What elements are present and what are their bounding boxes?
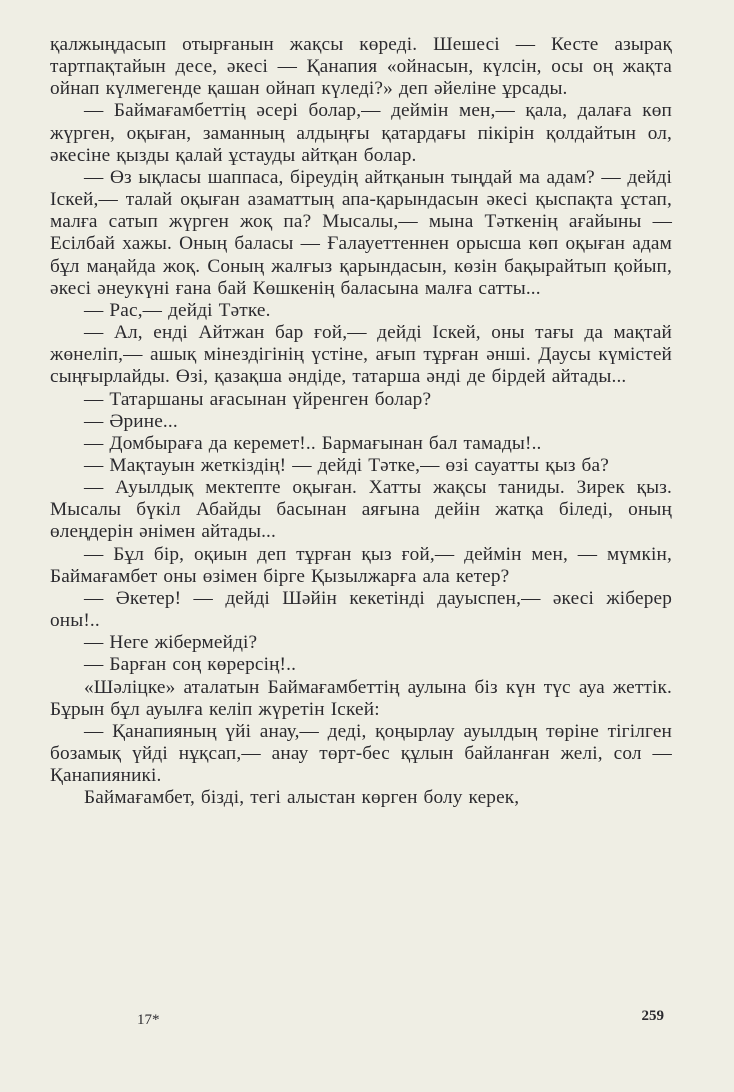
paragraph: — Мақтауын жеткіздің! — дейді Тәтке,— өзі сауатты қыз ба? xyxy=(84,454,609,476)
paragraph: — Барған соң көрерсің!.. xyxy=(84,654,297,676)
paragraph: — Бұл бір, оқиын деп тұрған қыз ғой,— деймін мен, — мүмкін, Баймағамбет оны өзімен бірге Қызылжарға ала кетер? xyxy=(50,543,672,587)
page-number: 259 xyxy=(641,1008,664,1024)
paragraph: — Ауылдық мектепте оқыған. Хатты жақсы таниды. Зирек қыз. Мысалы бүкіл Абайды басынан аяғына дейін жатқа біледі, оның өлеңдерін әнімен айтады... xyxy=(50,477,672,543)
paragraph: — Домбыраға да керемет!.. Бармағынан бал тамады!.. xyxy=(84,432,542,454)
signature-mark: 17* xyxy=(137,1012,160,1028)
paragraph: — Татаршаны ағасынан үйренген болар? xyxy=(84,388,432,410)
paragraph: — Рас,— дейді Тәтке. xyxy=(84,299,271,321)
paragraph: «Шәліцке» аталатын Баймағамбеттің аулына біз күн түс ауа жеттік. Бұрын бұл ауылға келіп жүретін Іскей: xyxy=(50,676,672,720)
paragraph: — Ал, енді Айтжан бар ғой,— дейді Іскей, оны тағы да мақтай жөнеліп,— ашық мінездігінің үстіне, ағып тұрған әнші. Даусы күмістей сыңғырлайды. Өзі, қазақша әндіде, татарша әнді де бірдей айтады... xyxy=(50,322,672,388)
paragraph: — Әрине... xyxy=(84,410,178,432)
paragraph: — Өз ықласы шаппаса, біреудің айтқанын тыңдай ма адам? — дейді Іскей,— талай оқыған азаматтың апа-қарындасын әкесі қыспақта ұстап, малға сатып жүрген жоқ па? Мысалы,— мына Тәткенің ағайыны — Есілбай хажы. Оның баласы — Ғалауеттеннен орысша көп оқыған адам бұл маңайда жоқ. Соның жалғыз қарындасын, көзін бақырайтып қойып, әкесі әнеукүні ғана бай Көшкенің баласына малға сатты... xyxy=(50,166,672,299)
paragraph: — Неге жібермейді? xyxy=(84,632,258,654)
paragraph: — Баймағамбеттің әсері болар,— деймін мен,— қала, далаға көп жүрген, оқыған, заманның алдыңғы қатардағы пікірін қолдайтын ол, әкесіне қызды қалай ұстауды айтқан болар. xyxy=(50,100,672,166)
body-text xyxy=(50,34,672,809)
paragraph: қалжыңдасып отырғанын жақсы көреді. Шешесі — Кесте азырақ тартпақтайын десе, әкесі — Қанапия «ойнасын, күлсін, осы оң жақта ойнап күлмегенде қашан ойнап күледі?» деп әйеліне ұрсады. xyxy=(50,34,672,100)
paragraph: — Қанапияның үйі анау,— деді, қоңырлау ауылдың төріне тігілген бозамық үйді нұқсап,— анау төрт-бес құлын байланған желі, сол — Қанапияникі. xyxy=(50,720,672,787)
paragraph: — Әкетер! — дейді Шәйін кекетінді дауыспен,— әкесі жіберер оны!.. xyxy=(50,587,672,632)
paragraph: Баймағамбет, бізді, тегі алыстан көрген болу керек, xyxy=(84,787,520,809)
